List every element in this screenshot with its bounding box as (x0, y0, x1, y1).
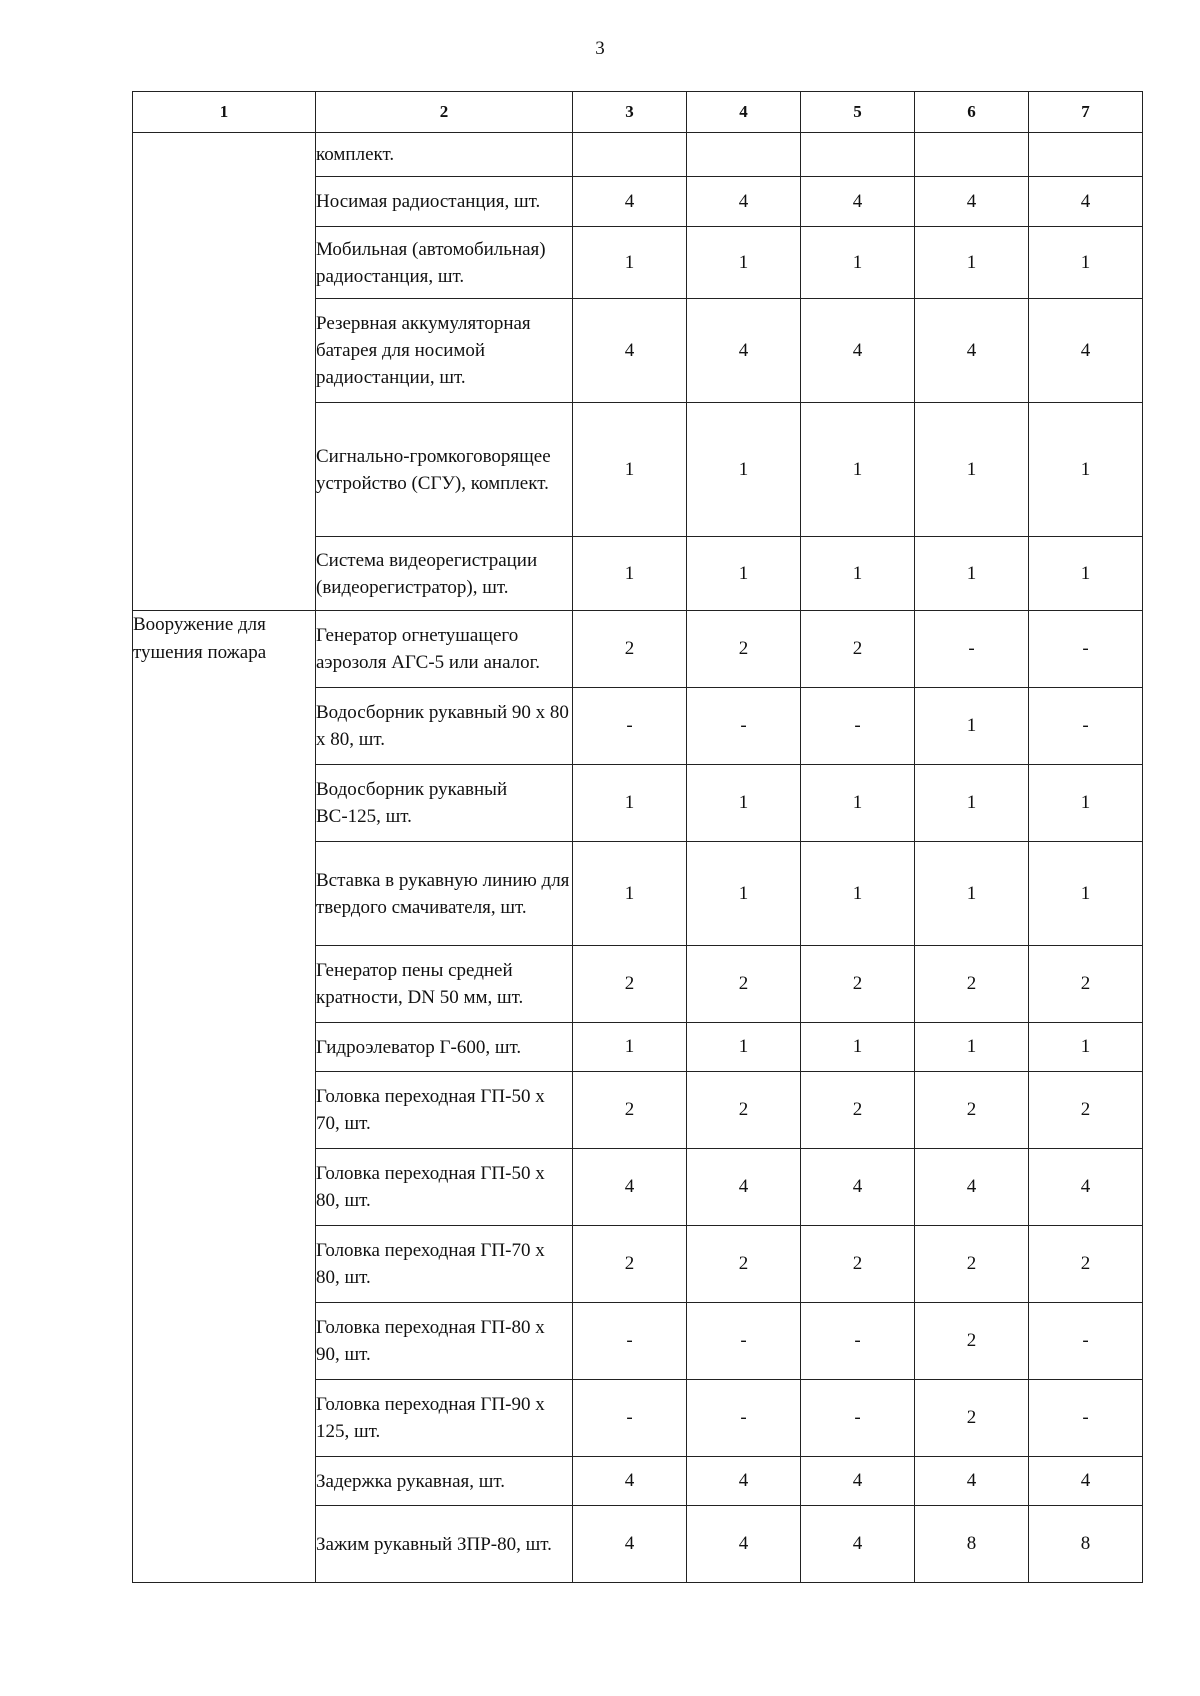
value-cell-col-6: 1 (915, 842, 1029, 946)
column-header-1: 1 (133, 92, 316, 133)
value-cell-col-6: 8 (915, 1506, 1029, 1583)
value-cell-col-5: 1 (801, 227, 915, 299)
item-name-cell: Генератор огнетушащего аэрозоля АГС-5 или аналог. (316, 611, 573, 688)
item-name-cell: Головка переходная ГП-90 х 125, шт. (316, 1380, 573, 1457)
column-header-7: 7 (1029, 92, 1143, 133)
value-cell-col-5: 4 (801, 299, 915, 403)
value-cell-col-6: 1 (915, 537, 1029, 611)
value-cell-col-4: - (687, 688, 801, 765)
value-cell-col-6: 4 (915, 177, 1029, 227)
item-name-cell: Носимая радиостанция, шт. (316, 177, 573, 227)
value-cell-col-7: 4 (1029, 299, 1143, 403)
value-cell-col-3: 1 (573, 227, 687, 299)
value-cell-col-4: 1 (687, 1023, 801, 1072)
value-cell-col-7: - (1029, 1303, 1143, 1380)
value-cell-col-4: 1 (687, 842, 801, 946)
value-cell-col-3: - (573, 688, 687, 765)
value-cell-col-7: 2 (1029, 1226, 1143, 1303)
value-cell-col-7: 1 (1029, 537, 1143, 611)
value-cell-col-5: - (801, 688, 915, 765)
value-cell-col-4: 2 (687, 611, 801, 688)
table-body (133, 133, 1143, 1583)
item-name-cell: Головка переходная ГП-50 х 70, шт. (316, 1072, 573, 1149)
value-cell-col-4: 2 (687, 1226, 801, 1303)
item-name-cell: Зажим рукавный ЗПР-80, шт. (316, 1506, 573, 1583)
value-cell-col-6: 1 (915, 688, 1029, 765)
value-cell-col-3: 4 (573, 299, 687, 403)
value-cell-col-4: 2 (687, 1072, 801, 1149)
table-header (133, 92, 1143, 133)
value-cell-col-7: 1 (1029, 1023, 1143, 1072)
value-cell-col-3: 4 (573, 1457, 687, 1506)
item-name-cell: Задержка рукавная, шт. (316, 1457, 573, 1506)
value-cell-col-7: 2 (1029, 1072, 1143, 1149)
value-cell-col-7: 4 (1029, 1457, 1143, 1506)
value-cell-col-6: 4 (915, 1457, 1029, 1506)
page-number: 3 (595, 38, 605, 59)
value-cell-col-6: 1 (915, 1023, 1029, 1072)
value-cell-col-3: - (573, 1303, 687, 1380)
item-name-cell: Вставка в рукавную линию для твердого смачивателя, шт. (316, 842, 573, 946)
item-name-cell: Резервная аккумуляторная батарея для носимой радиостанции, шт. (316, 299, 573, 403)
value-cell-col-4: 1 (687, 537, 801, 611)
value-cell-col-5: 4 (801, 1149, 915, 1226)
item-name-cell: комплект. (316, 133, 573, 177)
item-name-cell: Водосборник рукавный 90 х 80 х 80, шт. (316, 688, 573, 765)
value-cell-col-3: 1 (573, 1023, 687, 1072)
value-cell-col-4: 4 (687, 1457, 801, 1506)
value-cell-col-5: 2 (801, 1072, 915, 1149)
value-cell-col-7: - (1029, 1380, 1143, 1457)
value-cell-col-4: 1 (687, 227, 801, 299)
value-cell-col-4: - (687, 1380, 801, 1457)
value-cell-col-4: 4 (687, 177, 801, 227)
value-cell-col-7: - (1029, 688, 1143, 765)
column-header-5: 5 (801, 92, 915, 133)
value-cell-col-6: 1 (915, 403, 1029, 537)
value-cell-col-5 (801, 133, 915, 177)
value-cell-col-5: 4 (801, 1506, 915, 1583)
value-cell-col-6: 2 (915, 1303, 1029, 1380)
value-cell-col-4: 1 (687, 403, 801, 537)
value-cell-col-7: 1 (1029, 403, 1143, 537)
value-cell-col-7 (1029, 133, 1143, 177)
value-cell-col-5: 2 (801, 946, 915, 1023)
value-cell-col-7: 1 (1029, 842, 1143, 946)
value-cell-col-3: 1 (573, 765, 687, 842)
table-row (133, 611, 1143, 688)
value-cell-col-7: 8 (1029, 1506, 1143, 1583)
value-cell-col-4: - (687, 1303, 801, 1380)
item-name-cell: Головка переходная ГП-80 х 90, шт. (316, 1303, 573, 1380)
value-cell-col-5: - (801, 1380, 915, 1457)
value-cell-col-5: 1 (801, 765, 915, 842)
value-cell-col-6: 1 (915, 227, 1029, 299)
value-cell-col-7: 1 (1029, 227, 1143, 299)
value-cell-col-3: 1 (573, 842, 687, 946)
value-cell-col-6: 4 (915, 299, 1029, 403)
value-cell-col-6: - (915, 611, 1029, 688)
value-cell-col-3 (573, 133, 687, 177)
value-cell-col-3: 2 (573, 1226, 687, 1303)
item-name-cell: Мобильная (автомобильная) радиостанция, шт. (316, 227, 573, 299)
item-name-cell: Головка переходная ГП-50 х 80, шт. (316, 1149, 573, 1226)
value-cell-col-6 (915, 133, 1029, 177)
value-cell-col-5: 2 (801, 611, 915, 688)
value-cell-col-3: 2 (573, 611, 687, 688)
value-cell-col-7: 4 (1029, 177, 1143, 227)
value-cell-col-7: 1 (1029, 765, 1143, 842)
value-cell-col-4: 1 (687, 765, 801, 842)
value-cell-col-7: 2 (1029, 946, 1143, 1023)
value-cell-col-4 (687, 133, 801, 177)
value-cell-col-3: 1 (573, 403, 687, 537)
value-cell-col-7: - (1029, 611, 1143, 688)
value-cell-col-5: 4 (801, 177, 915, 227)
category-cell (133, 133, 316, 611)
value-cell-col-4: 2 (687, 946, 801, 1023)
value-cell-col-5: 1 (801, 1023, 915, 1072)
value-cell-col-3: 2 (573, 1072, 687, 1149)
value-cell-col-3: 1 (573, 537, 687, 611)
item-name-cell: Сигнально-громкоговорящее устройство (СГУ), комплект. (316, 403, 573, 537)
value-cell-col-4: 4 (687, 1506, 801, 1583)
value-cell-col-3: 2 (573, 946, 687, 1023)
value-cell-col-7: 4 (1029, 1149, 1143, 1226)
value-cell-col-6: 2 (915, 1380, 1029, 1457)
value-cell-col-5: - (801, 1303, 915, 1380)
header-row (133, 92, 1143, 133)
value-cell-col-6: 1 (915, 765, 1029, 842)
column-header-3: 3 (573, 92, 687, 133)
value-cell-col-4: 4 (687, 1149, 801, 1226)
category-cell: Вооружение для тушения пожара (133, 611, 316, 1583)
column-header-6: 6 (915, 92, 1029, 133)
item-name-cell: Гидроэлеватор Г-600, шт. (316, 1023, 573, 1072)
value-cell-col-6: 2 (915, 1226, 1029, 1303)
value-cell-col-6: 2 (915, 946, 1029, 1023)
item-name-cell: Генератор пены средней кратности, DN 50 мм, шт. (316, 946, 573, 1023)
value-cell-col-5: 1 (801, 537, 915, 611)
value-cell-col-6: 2 (915, 1072, 1029, 1149)
item-name-cell: Головка переходная ГП-70 х 80, шт. (316, 1226, 573, 1303)
table-row (133, 133, 1143, 177)
value-cell-col-6: 4 (915, 1149, 1029, 1226)
value-cell-col-3: 4 (573, 1149, 687, 1226)
value-cell-col-3: - (573, 1380, 687, 1457)
value-cell-col-4: 4 (687, 299, 801, 403)
equipment-table (132, 91, 1143, 1583)
value-cell-col-5: 4 (801, 1457, 915, 1506)
column-header-4: 4 (687, 92, 801, 133)
value-cell-col-5: 1 (801, 403, 915, 537)
item-name-cell: Система видеорегистрации (видеорегистратор), шт. (316, 537, 573, 611)
value-cell-col-3: 4 (573, 177, 687, 227)
column-header-2: 2 (316, 92, 573, 133)
value-cell-col-3: 4 (573, 1506, 687, 1583)
item-name-cell: Водосборник рукавный ВС-125, шт. (316, 765, 573, 842)
value-cell-col-5: 1 (801, 842, 915, 946)
value-cell-col-5: 2 (801, 1226, 915, 1303)
